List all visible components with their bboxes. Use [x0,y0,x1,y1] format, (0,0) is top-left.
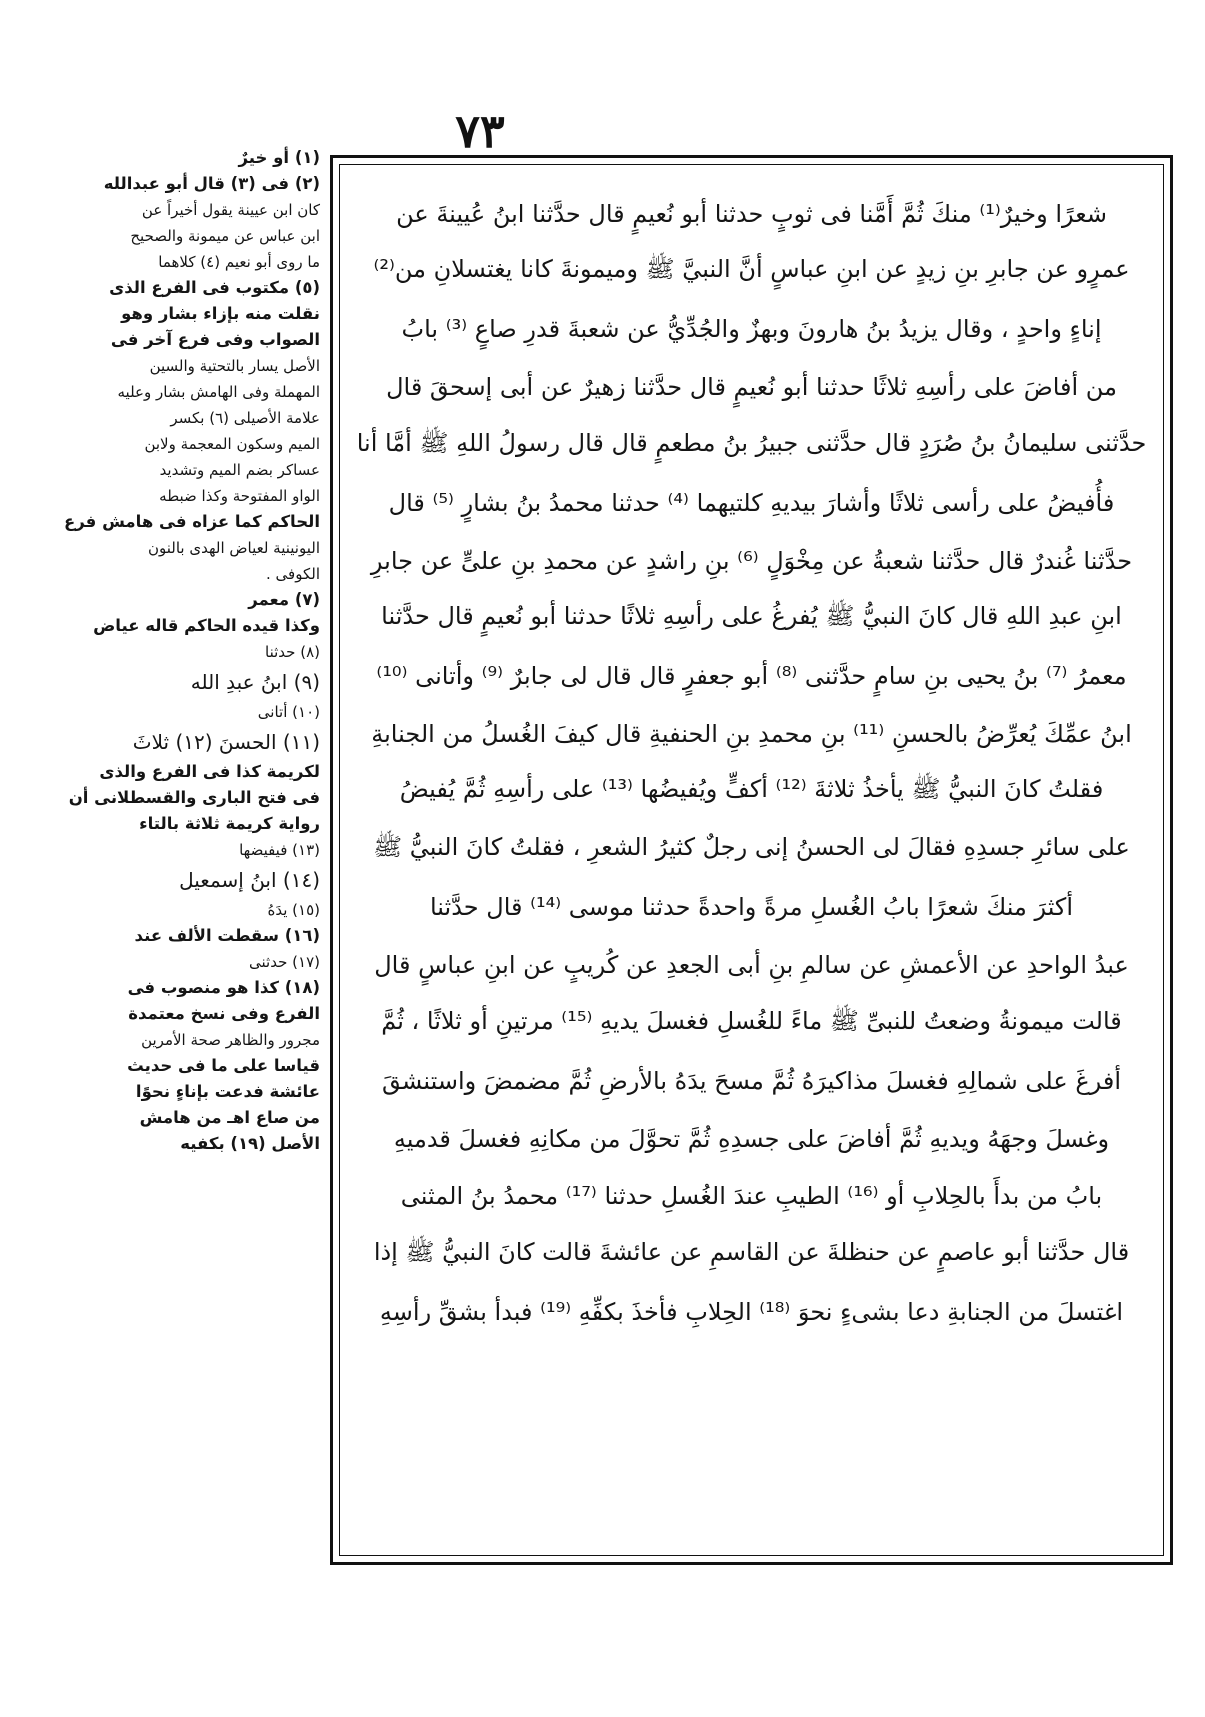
margin-note: (٧) معمر [248,590,320,609]
margin-note: ابن عباس عن ميمونة والصحيح [130,227,320,245]
text-line: من أفاضَ على رأسِهِ ثلاثًا حدثنا أبو نُعيمٍ قال حدَّثنا زهيرٌ عن أبى إسحقَ قال [386,373,1117,402]
margin-note: فى فتح البارى والقسطلانى أن [68,788,320,807]
margin-note: عساكر بضم الميم وتشديد [159,461,320,479]
margin-note: (١٧) حدثنى [249,953,320,971]
margin-note: (١١) الحسنَ (١٢) ثلاثَ [132,730,320,754]
margin-note: الحاكم كما عزاه فى هامش فرع [64,512,320,531]
margin-note: الصواب وفى فرع آخر فى [110,330,320,349]
text-line: شعرًا وخيرٌ⁽¹⁾ منكَ ثُمَّ أَمَّنا فى ثوبٍ حدثنا أبو نُعيمٍ قال حدَّثنا ابنُ عُيينةَ عن [396,199,1107,228]
margin-note: قياسا على ما فى حديث [127,1056,320,1075]
margin-note: نقلت منه بإزاء بشار وهو [121,304,320,323]
text-line: وغسلَ وجهَهُ ويديهِ ثُمَّ أفاضَ على جسدِهِ ثُمَّ تحوَّلَ من مكانِهِ فغسلَ قدميهِ [393,1124,1110,1153]
margin-note: (١٣) فيفيضها [239,841,320,859]
text-line: فقلتُ كانَ النبيُّ ﷺ يأخذُ ثلاثةَ ⁽¹²⁾ أكفٍّ ويُفيضُها ⁽¹³⁾ على رأسِهِ ثُمَّ يُفيضُ [399,775,1104,804]
main-text-inner-frame [339,164,1164,1556]
main-text-body [352,185,1151,1535]
margin-note: (١٨) كذا هو منصوب فى [127,978,320,997]
text-line: قال حدَّثنا أبو عاصمٍ عن حنظلةَ عن القاسمِ عن عائشةَ قالت كانَ النبيُّ ﷺ إذا [373,1237,1130,1266]
margin-notes [64,145,320,1157]
text-line: قالت ميمونةُ وضعتُ للنبىِّ ﷺ ماءً للغُسلِ فغسلَ يديهِ ⁽¹⁵⁾ مرتينِ أو ثلاثًا ، ثُمَّ [381,1006,1122,1035]
margin-note: عائشة فدعت بإناءٍ نحوًا [135,1082,320,1101]
text-line: حدَّثنى سليمانُ بنُ صُرَدٍ قال حدَّثنى جبيرُ بنُ مطعمٍ قال قال رسولُ اللهِ ﷺ أمَّا أنا [356,428,1147,457]
margin-note: الميم وسكون المعجمة ولابن [144,435,320,453]
text-line: ابنِ عبدِ اللهِ قال كانَ النبيُّ ﷺ يُفرغُ على رأسِهِ ثلاثًا حدثنا أبو نُعيمٍ قال حدَّثنا [381,601,1122,630]
margin-note: الواو المفتوحة وكذا ضبطه [159,487,320,505]
margin-note: (٩) ابنُ عبدِ الله [190,670,320,694]
text-line: أفرغَ على شمالِهِ فغسلَ مذاكيرَهُ ثُمَّ مسحَ يدَهُ بالأرضِ ثُمَّ مضمضَ واستنشقَ [381,1066,1122,1095]
text-line: ابنُ عمِّكَ يُعرِّضُ بالحسنِ ⁽¹¹⁾ بنِ محمدِ بنِ الحنفيةِ قال كيفَ الغُسلُ من الجنابةِ [371,720,1132,749]
text-line: حدَّثنا غُندرٌ قال حدَّثنا شعبةُ عن مِخْوَلٍ ⁽⁶⁾ بنِ راشدٍ عن محمدِ بنِ علىٍّ عن جابرِ [370,546,1133,575]
text-line: على سائرِ جسدِهِ فقالَ لى الحسنُ إنى رجلٌ كثيرُ الشعرِ ، فقلتُ كانَ النبيُّ ﷺ [373,833,1130,862]
text-line: إناءٍ واحدٍ ، وقال يزيدُ بنُ هارونَ وبهزٌ والجُدِّيُّ عن شعبةَ قدرِ صاعٍ ⁽³⁾ بابُ [401,315,1102,344]
margin-note: (١٥) يدَهُ [267,901,320,919]
margin-note: وكذا قيده الحاكم قاله عياض [93,616,320,635]
margin-note: الأصل يسار بالتحتية والسين [149,357,320,375]
margin-note: علامة الأصيلى (٦) بكسر [170,409,320,427]
margin-note: (١٦) سقطت الألف عند [134,926,320,945]
margin-note: المهملة وفى الهامش بشار وعليه [117,383,320,401]
margin-note: اليونينية لعياض الهدى بالنون [147,539,320,557]
text-line: اغتسلَ من الجنابةِ دعا بشىءٍ نحوَ ⁽¹⁸⁾ الحِلابِ فأخذَ بكفِّهِ ⁽¹⁹⁾ فبدأ بشقِّ رأسِهِ [379,1298,1124,1327]
margin-note: كان ابن عيينة يقول أخيراً عن [141,201,320,219]
margin-note: (٨) حدثنا [265,643,320,661]
margin-note: الفرع وفى نسخ معتمدة [128,1004,320,1023]
margin-note: الكوفى . [266,565,320,583]
margin-note: (٢) فى (٣) قال أبو عبدالله [103,174,320,193]
margin-note: رواية كريمة ثلاثة بالتاء [139,814,320,833]
text-line: عبدُ الواحدِ عن الأعمشِ عن سالمِ بنِ أبى الجعدِ عن كُريبٍ عن ابنِ عباسٍ قال [374,951,1129,980]
text-line: عمرٍو عن جابرِ بنِ زيدٍ عن ابنِ عباسٍ أنَّ النبيَّ ﷺ وميمونةَ كانا يغتسلانِ من⁽²⁾ [373,255,1130,284]
margin-note: مجرور والظاهر صحة الأمرين [141,1031,320,1049]
margin-note: لكريمة كذا فى الفرع والذى [99,762,320,781]
main-text-frame [330,155,1173,1565]
margin-note: (١) أو خيرٌ [238,148,320,167]
text-line: معمرُ ⁽⁷⁾ بنُ يحيى بنِ سامٍ حدَّثنى ⁽⁸⁾ أبو جعفرٍ قال قال لى جابرٌ ⁽⁹⁾ وأتانى ⁽¹⁰⁾ [376,662,1127,691]
text-line: فأُفيضُ على رأسى ثلاثًا وأشارَ بيديهِ كلتيهما ⁽⁴⁾ حدثنا محمدُ بنُ بشارٍ ⁽⁵⁾ قال [388,488,1115,517]
margin-note: (٥) مكتوب فى الفرع الذى [109,278,320,297]
text-line: أكثرَ منكَ شعرًا بابُ الغُسلِ مرةً واحدةً حدثنا موسى ⁽¹⁴⁾ قال حدَّثنا [429,893,1074,922]
page-number: ٧٣ [455,104,505,158]
margin-note: (١٤) ابنُ إسمعيل [179,868,320,892]
margin-note: من صاع اهـ من هامش [139,1108,320,1127]
margin-note: ما روى أبو نعيم (٤) كلاهما [158,253,320,271]
margin-note: الأصل (١٩) بكفيه [180,1134,320,1153]
text-line: بابُ من بدأَ بالحِلابِ أو ⁽¹⁶⁾ الطيبِ عندَ الغُسلِ حدثنا ⁽¹⁷⁾ محمدُ بنُ المثنى [400,1182,1103,1211]
margin-note: (١٠) أتانى [257,703,320,721]
